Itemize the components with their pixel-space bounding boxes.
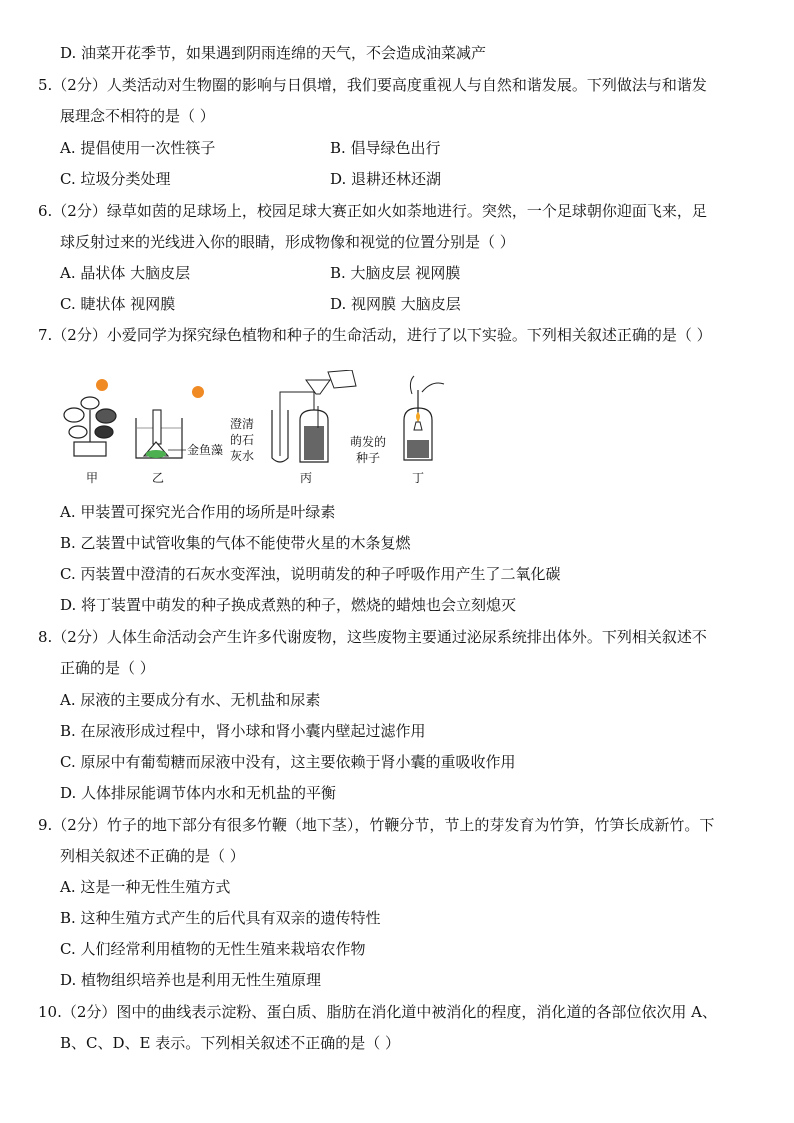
q9-option-c: C. 人们经常利用植物的无性生殖来栽培农作物 xyxy=(60,940,366,958)
sun-icon xyxy=(192,386,204,398)
q8-option-c: C. 原尿中有葡萄糖而尿液中没有，这主要依赖于肾小囊的重吸收作用 xyxy=(60,753,516,771)
pouring-beaker-icon xyxy=(328,370,356,388)
q7-option-d: D. 将丁装置中萌发的种子换成煮熟的种子，燃烧的蜡烛也会立刻熄灭 xyxy=(60,596,517,614)
hand-icon xyxy=(422,383,444,392)
q6-option-b: B. 大脑皮层 视网膜 xyxy=(330,264,461,282)
q9-option-b: B. 这种生殖方式产生的后代具有双亲的遗传特性 xyxy=(60,909,381,927)
flower-pot-icon xyxy=(74,442,106,456)
label-yi: 乙 xyxy=(152,471,165,485)
q9-stem-line2: 列相关叙述不正确的是（ ） xyxy=(60,847,245,865)
q5-option-a: A. 提倡使用一次性筷子 xyxy=(60,139,216,157)
q8-option-d: D. 人体排尿能调节体内水和无机盐的平衡 xyxy=(60,784,337,802)
q8-option-b: B. 在尿液形成过程中，肾小球和肾小囊内壁起过滤作用 xyxy=(60,722,426,740)
q5-stem-line2: 展理念不相符的是（ ） xyxy=(60,107,215,125)
seed-respiration-apparatus-bing xyxy=(230,370,386,485)
q4-option-d: D. 油菜开花季节，如果遇到阴雨连绵的天气，不会造成油菜减产 xyxy=(60,44,487,62)
label-ding: 丁 xyxy=(412,471,425,485)
label-lime-2: 的石 xyxy=(230,433,255,447)
q6-stem-line2: 球反射过来的光线进入你的眼睛，形成物像和视觉的位置分别是（ ） xyxy=(60,233,515,251)
q7-stem-line1: 7.（2分）小爱同学为探究绿色植物和种子的生命活动，进行了以下实验。下列相关叙述正确的是（ ） xyxy=(38,326,712,344)
q9-option-d: D. 植物组织培养也是利用无性生殖原理 xyxy=(60,971,322,989)
q6-stem-line1: 6.（2分）绿草如茵的足球场上，校园足球大赛正如火如荼地进行。突然，一个足球朝你迎面飞来，足 xyxy=(38,202,707,220)
seeds-icon xyxy=(407,440,429,458)
q5-option-c: C. 垃圾分类处理 xyxy=(60,170,171,188)
q7-option-b: B. 乙装置中试管收集的气体不能使带火星的木条复燃 xyxy=(60,534,411,552)
q6-option-a: A. 晶状体 大脑皮层 xyxy=(60,264,191,282)
q7-option-a: A. 甲装置可探究光合作用的场所是叶绿素 xyxy=(60,503,336,521)
leaf-icon xyxy=(64,408,84,422)
q10-stem-line2: B、C、D、E 表示。下列相关叙述不正确的是（ ） xyxy=(60,1034,401,1052)
candle-icon xyxy=(414,422,422,430)
q7-option-c: C. 丙装置中澄清的石灰水变浑浊，说明萌发的种子呼吸作用产生了二氧化碳 xyxy=(60,565,561,583)
q5-option-b: B. 倡导绿色出行 xyxy=(330,139,441,157)
q6-option-c: C. 睫状体 视网膜 xyxy=(60,295,176,313)
label-seed-1: 萌发的 xyxy=(350,435,387,449)
candle-apparatus-ding xyxy=(404,376,444,485)
label-lime-3: 灰水 xyxy=(230,449,255,463)
q10-stem-line1: 10.（2分）图中的曲线表示淀粉、蛋白质、脂肪在消化道中被消化的程度，消化道的各部位依次用 A、 xyxy=(38,1003,718,1021)
label-algae: 金鱼藻 xyxy=(187,443,224,457)
q5-option-d: D. 退耕还林还湖 xyxy=(330,170,442,188)
label-jia: 甲 xyxy=(86,471,99,485)
q5-stem-line1: 5.（2分）人类活动对生物圈的影响与日俱增，我们要高度重视人与自然和谐发展。下列做法与和谐发 xyxy=(38,76,707,94)
algae-icon xyxy=(146,450,166,458)
q8-option-a: A. 尿液的主要成分有水、无机盐和尿素 xyxy=(60,691,321,709)
q9-stem-line1: 9.（2分）竹子的地下部分有很多竹鞭（地下茎），竹鞭分节，节上的芽发育为竹笋，竹笋长成新竹。下 xyxy=(38,816,715,834)
label-lime-1: 澄清 xyxy=(230,417,255,431)
seeds-icon xyxy=(304,426,324,460)
label-bing: 丙 xyxy=(300,471,313,485)
experiment-figure xyxy=(52,370,472,490)
plant-apparatus-jia xyxy=(64,379,116,485)
q6-option-d: D. 视网膜 大脑皮层 xyxy=(330,295,461,313)
test-tube-icon xyxy=(153,410,161,444)
label-seed-2: 种子 xyxy=(356,451,381,465)
q9-option-a: A. 这是一种无性生殖方式 xyxy=(60,878,231,896)
algae-apparatus-yi xyxy=(136,386,223,485)
q8-stem-line1: 8.（2分）人体生命活动会产生许多代谢废物，这些废物主要通过泌尿系统排出体外。下列相关叙述不 xyxy=(38,628,707,646)
sun-icon xyxy=(96,379,108,391)
q8-stem-line2: 正确的是（ ） xyxy=(60,659,155,677)
